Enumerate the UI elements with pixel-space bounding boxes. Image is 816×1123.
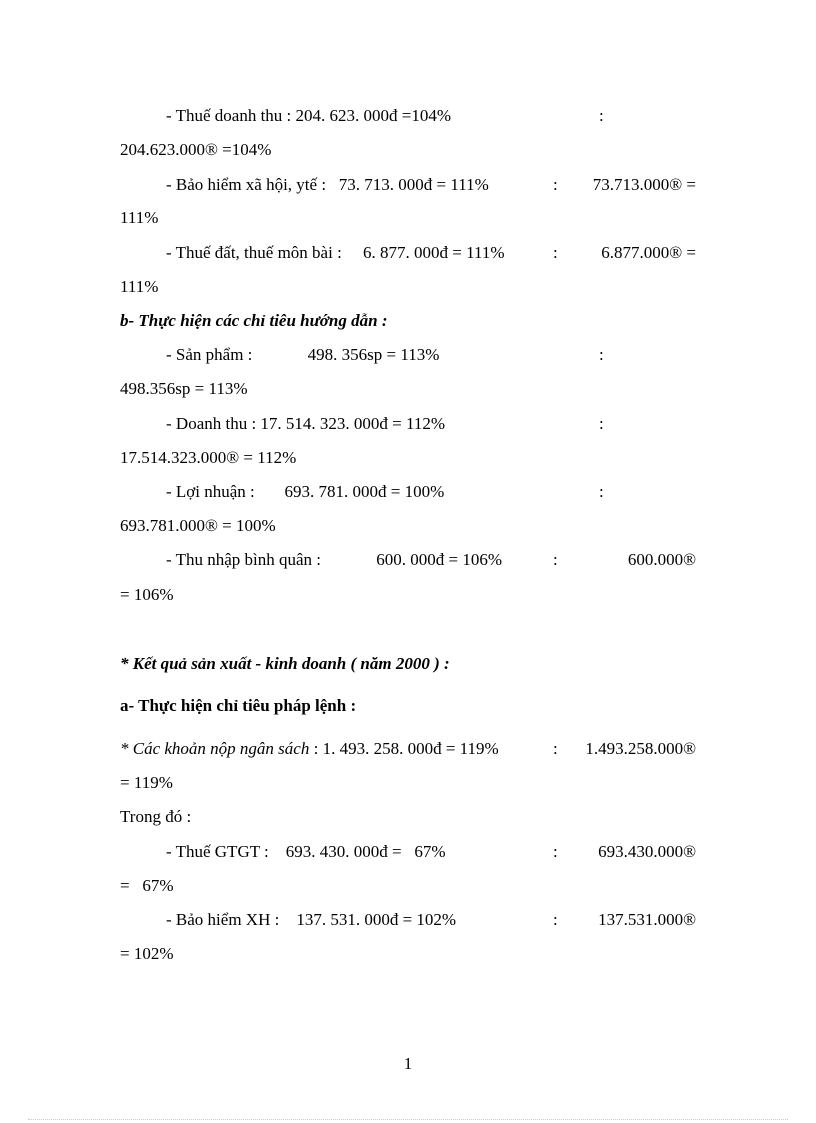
revenue-cont: 17.514.323.000® = 112% <box>120 448 297 467</box>
product-cont: 498.356sp = 113% <box>120 379 248 398</box>
tax-revenue-cont: 204.623.000® =104% <box>120 140 272 159</box>
separator-colon: : <box>599 345 604 364</box>
guidance-heading: b- Thực hiện các chỉ tiêu hướng dẫn : <box>120 311 388 330</box>
mandatory-heading: a- Thực hiện chỉ tiêu pháp lệnh : <box>120 696 357 715</box>
separator-colon: : <box>599 106 604 125</box>
vat-line: - Thuế GTGT : 693. 430. 000đ = 67% <box>166 842 446 861</box>
profit-cont: 693.781.000® = 100% <box>120 516 276 535</box>
tax-revenue-line: - Thuế doanh thu : 204. 623. 000đ =104% <box>166 106 452 125</box>
avg-income-value: 600.000® <box>627 550 696 569</box>
revenue-line: - Doanh thu : 17. 514. 323. 000đ = 112% <box>166 414 446 433</box>
separator-colon: : <box>553 550 558 569</box>
section-2000-title: * Kết quả sản xuất - kinh doanh ( năm 2000 ) : <box>120 654 450 673</box>
social-insurance-cont: 111% <box>120 208 159 227</box>
budget-cont: = 119% <box>120 773 173 792</box>
social-insurance-xh-cont: = 102% <box>120 944 174 963</box>
trong-do-label: Trong đó : <box>120 807 192 826</box>
land-tax-value: 6.877.000® = <box>601 243 696 262</box>
vat-cont: = 67% <box>120 876 174 895</box>
separator-colon: : <box>553 739 558 758</box>
land-tax-line: - Thuế đất, thuế môn bài : 6. 877. 000đ = 111% <box>166 243 505 262</box>
profit-line: - Lợi nhuận : 693. 781. 000đ = 100% <box>166 482 445 501</box>
avg-income-cont: = 106% <box>120 585 174 604</box>
separator-colon: : <box>599 414 604 433</box>
product-line: - Sản phẩm : 498. 356sp = 113% <box>166 345 440 364</box>
land-tax-cont: 111% <box>120 277 159 296</box>
separator-colon: : <box>553 910 558 929</box>
avg-income-line: - Thu nhập bình quân : 600. 000đ = 106% <box>166 550 503 569</box>
page-bottom-divider <box>28 1119 788 1120</box>
social-insurance-xh-line: - Bảo hiểm XH : 137. 531. 000đ = 102% <box>166 910 457 929</box>
separator-colon: : <box>553 842 558 861</box>
budget-line <box>120 739 499 759</box>
social-insurance-xh-value: 137.531.000® <box>598 910 696 929</box>
separator-colon: : <box>553 243 558 262</box>
social-insurance-line: - Bảo hiểm xã hội, ytế : 73. 713. 000đ = 111% <box>166 175 489 194</box>
budget-value: 1.493.258.000® <box>585 739 696 758</box>
social-insurance-value: 73.713.000® = <box>592 175 696 194</box>
budget-main: : 1. 493. 258. 000đ = 119% <box>309 739 499 758</box>
separator-colon: : <box>553 175 558 194</box>
separator-colon: : <box>599 482 604 501</box>
vat-value: 693.430.000® <box>598 842 696 861</box>
budget-label: * Các khoản nộp ngân sách <box>120 739 310 758</box>
page-number: 1 <box>403 1054 413 1073</box>
